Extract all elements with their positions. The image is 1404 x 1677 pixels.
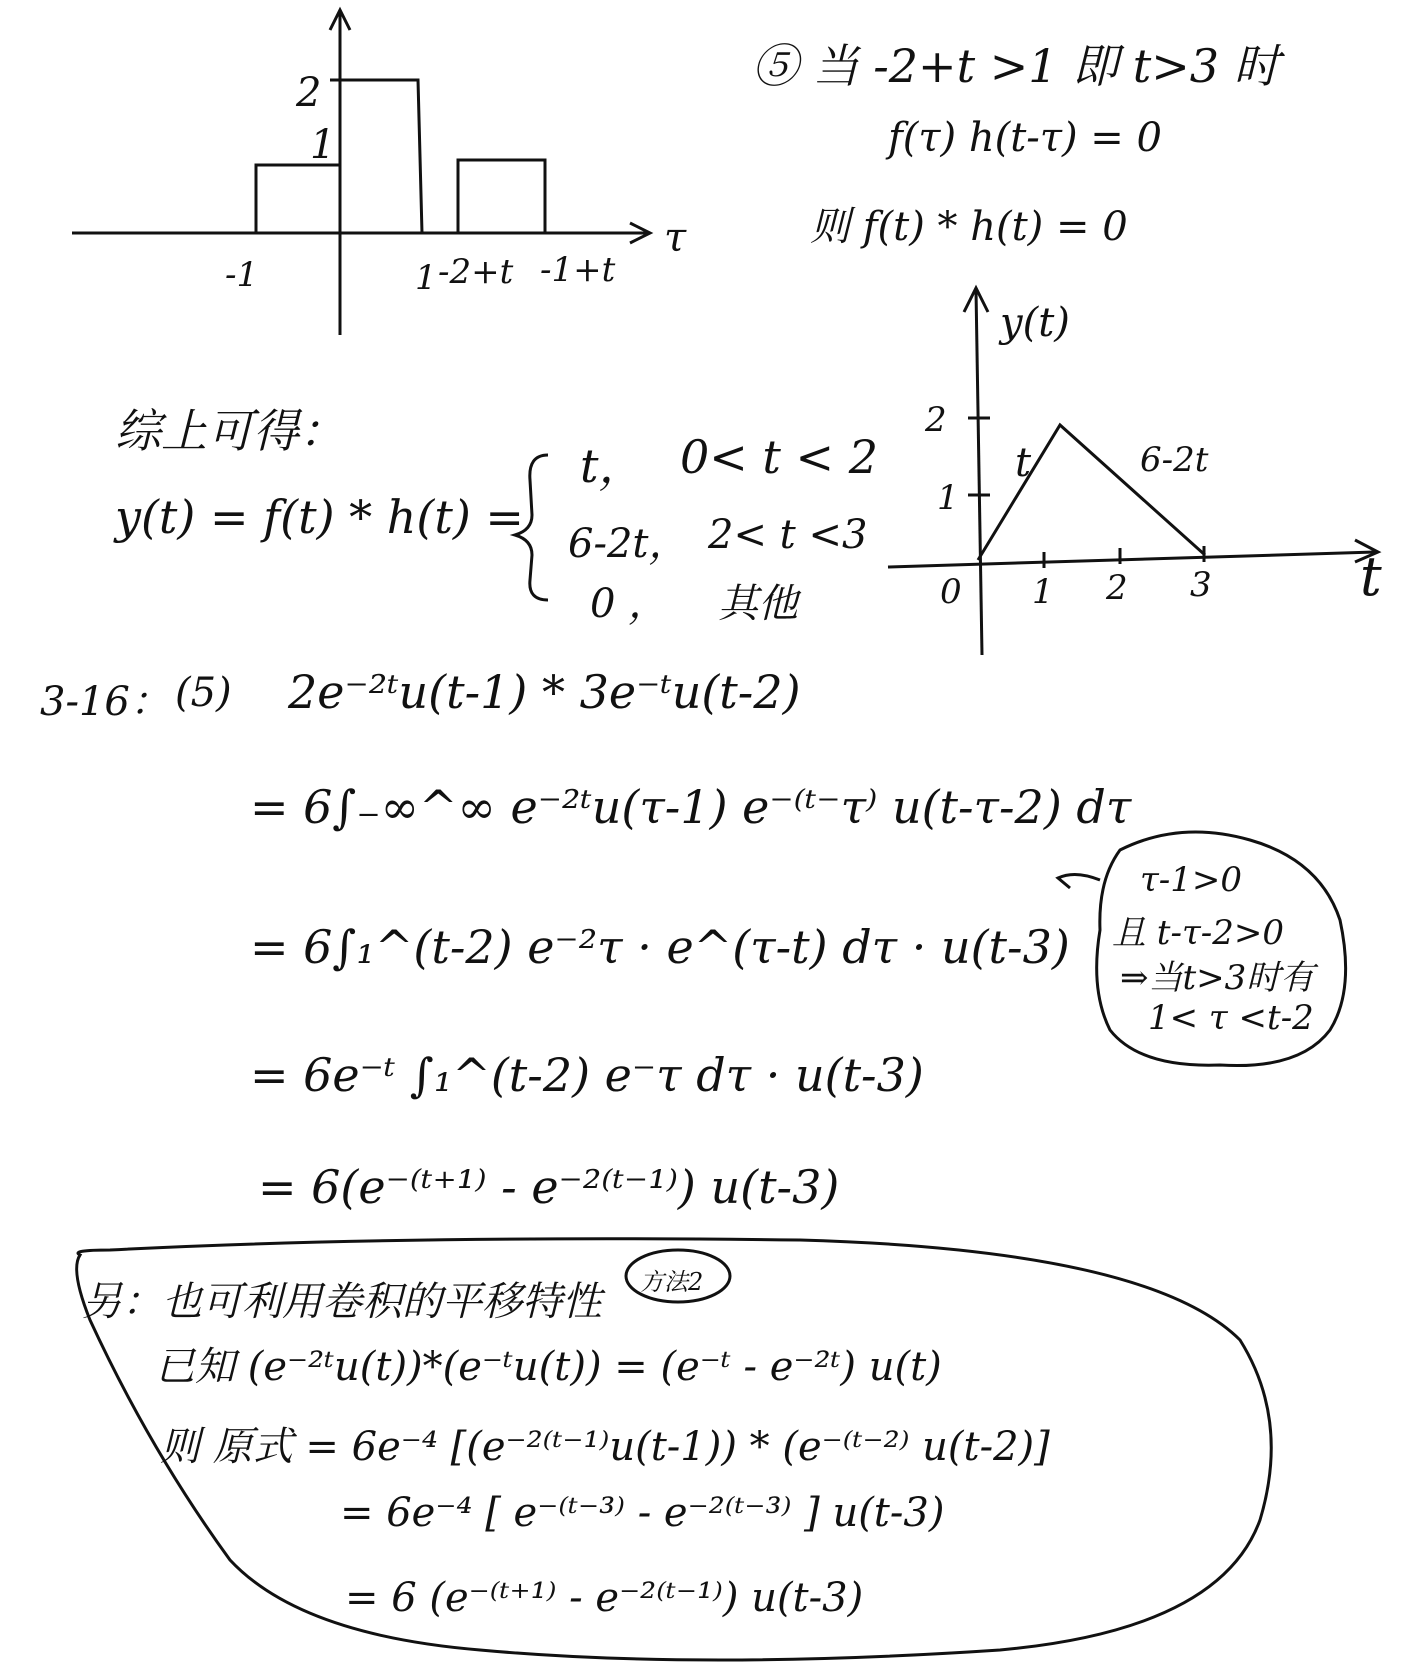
x-label-1: 1 — [415, 258, 437, 298]
method2-line4: = 6e⁻⁴ [ e⁻⁽ᵗ⁻³⁾ - e⁻²⁽ᵗ⁻³⁾ ] u(t-3) — [340, 1490, 945, 1536]
summary-heading: 综上可得： — [115, 404, 345, 458]
method2-tag: 方法2 — [640, 1268, 704, 1296]
problem-step1: = 6∫₋∞^∞ e⁻²ᵗu(τ-1) e⁻⁽ᵗ⁻τ⁾ u(t-τ-2) dτ — [250, 780, 1132, 834]
case5-line2: f(τ) h(t-τ) = 0 — [888, 115, 1162, 161]
problem-step4: = 6(e⁻⁽ᵗ⁺¹⁾ - e⁻²⁽ᵗ⁻¹⁾) u(t-3) — [258, 1160, 840, 1214]
problem-expr: 2e⁻²ᵗu(t-1) * 3e⁻ᵗu(t-2) — [288, 665, 801, 719]
method2-line5: = 6 (e⁻⁽ᵗ⁺¹⁾ - e⁻²⁽ᵗ⁻¹⁾) u(t-3) — [345, 1575, 864, 1621]
problem-step3: = 6e⁻ᵗ ∫₁^(t-2) e⁻τ dτ · u(t-3) — [250, 1048, 924, 1102]
method2-line3: 则 原式 = 6e⁻⁴ [(e⁻²⁽ᵗ⁻¹⁾u(t-1)) * (e⁻⁽ᵗ⁻²⁾ u(t-2)] — [160, 1424, 1050, 1470]
case-2-expr: 6-2t， — [568, 521, 689, 567]
y-graph-tick-1: 1 — [937, 478, 959, 518]
y-graph-xtick-2: 2 — [1106, 568, 1128, 608]
segment-label-6-2t: 6-2t — [1140, 440, 1209, 480]
y-graph-xtick-1: 1 — [1032, 572, 1054, 612]
problem-label: 3-16： — [40, 679, 170, 725]
y-graph-xtick-3: 3 — [1190, 565, 1212, 605]
axis-tau-label: τ — [664, 215, 687, 261]
method2-line1: 另：也可利用卷积的平移特性 — [82, 1279, 602, 1325]
problem-step2: = 6∫₁^(t-2) e⁻²τ · e^(τ-t) dτ · u(t-3) — [250, 920, 1070, 974]
y-graph-xtick-0: 0 — [940, 572, 962, 612]
case5-line3: 则 f(t) * h(t) = 0 — [810, 204, 1128, 250]
method2-line2: 已知 (e⁻²ᵗu(t))*(e⁻ᵗu(t)) = (e⁻ᵗ - e⁻²ᵗ) u(t) — [155, 1344, 942, 1390]
bubble-line-2: 且 t-τ-2>0 — [1112, 913, 1285, 953]
y-graph-tick-2: 2 — [925, 400, 947, 440]
case-3-expr: 0 ， — [590, 581, 669, 627]
case5-line1: ⑤ 当 -2+t >1 即 t>3 时 — [752, 39, 1280, 93]
bubble-pointer — [1058, 874, 1100, 888]
summary-lhs: y(t) = f(t) * h(t) = — [115, 490, 524, 544]
y-graph-ylabel: y(t) — [1000, 300, 1070, 346]
bubble-line-4: 1< τ <t-2 — [1148, 998, 1314, 1038]
y-tick-1: 1 — [310, 122, 336, 168]
x-label-neg2t: -2+t — [438, 252, 514, 292]
case-1-expr: t， — [580, 439, 645, 493]
x-label-neg1: -1 — [225, 255, 259, 295]
segment-label-t: t — [1015, 440, 1032, 486]
case-2-cond: 2< t <3 — [708, 512, 868, 558]
y-graph-xlabel: t — [1360, 545, 1382, 608]
case-1-cond: 0< t < 2 — [680, 430, 878, 484]
bubble-line-1: τ-1>0 — [1140, 860, 1243, 900]
bubble-line-3: ⇒当t>3时有 — [1120, 958, 1315, 998]
case-3-cond: 其他 — [718, 581, 798, 627]
problem-part: (5) — [175, 670, 232, 716]
y-tick-2: 2 — [296, 70, 322, 116]
pulse-rect-shifted — [458, 160, 545, 233]
x-label-neg1t: -1+t — [540, 250, 616, 290]
pulse-rect-1 — [256, 165, 340, 233]
pulse-rect-2 — [340, 80, 422, 233]
